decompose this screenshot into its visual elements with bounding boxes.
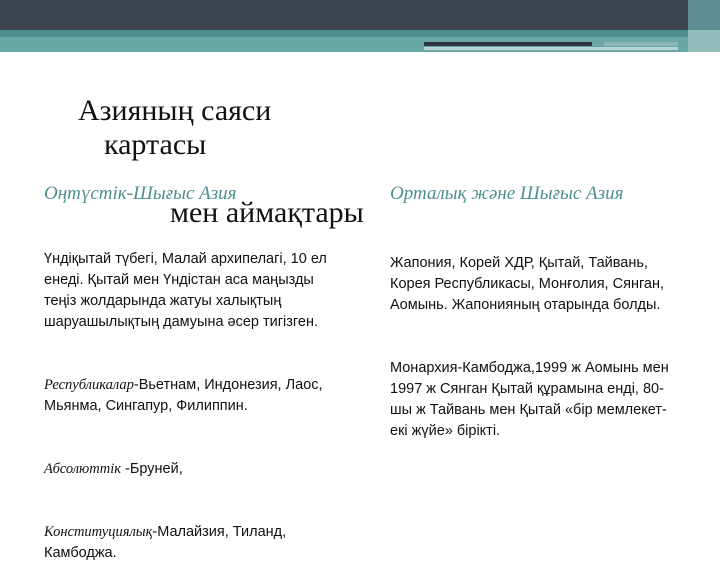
term-republics: Республикалар bbox=[44, 377, 134, 393]
column-central-east-asia bbox=[390, 182, 680, 442]
header-corner-square-dark bbox=[688, 0, 720, 30]
header-band-teal-dark bbox=[0, 30, 720, 37]
header-rule-fade bbox=[424, 47, 678, 50]
paragraph-central-1: Жапония, Корей ХДР, Қытай, Тайвань, Корея Республикасы, Монғолия, Сянган, Аомынь. Жапонияның отарында болды. bbox=[390, 255, 665, 313]
term-constitutional-text: -Малайзия, Тиланд, Камбоджа. bbox=[44, 524, 287, 561]
term-constitutional: Конституциялық bbox=[44, 524, 153, 540]
slide-title-line-1: Азияның саяси bbox=[78, 94, 272, 127]
column-heading-central-east-asia: Орталық және Шығыс Азия bbox=[390, 183, 624, 204]
column-southeast-asia bbox=[44, 182, 344, 564]
header-rule-dark bbox=[424, 42, 592, 46]
header-corner-square-light bbox=[688, 30, 720, 52]
column-body-southeast-asia bbox=[44, 228, 344, 564]
header-band bbox=[0, 0, 720, 30]
paragraph-southeast-1: Үндіқытай түбегі, Малай архипелагі, 10 ел енеді. Қытай мен Үндістан аса маңызды теңіз жолдарында жатуы халықтың шаруашылықтың дамуына әсер тигізген. bbox=[44, 251, 327, 330]
term-absolute: Абсолюттік bbox=[44, 461, 122, 477]
column-body-central-east-asia bbox=[390, 232, 680, 442]
term-republics-text: -Вьетнам, Индонезия, Лаос, Мьянма, Сингапур, Филиппин. bbox=[44, 377, 323, 414]
slide-title-line-3: мен аймақтары bbox=[170, 196, 364, 229]
paragraph-central-2: Монархия-Камбоджа,1999 ж Аомынь мен 1997 ж Сянган Қытай құрамына енді, 80-шы ж Тайвань мен Қытай «бір мемлекет-екі жүйе» бірікті. bbox=[390, 360, 669, 439]
term-absolute-text: -Бруней, bbox=[121, 461, 183, 477]
header-rule-light bbox=[604, 42, 678, 46]
slide-title-line-2: картасы bbox=[104, 128, 207, 161]
column-heading-southeast-asia: Оңтүстік-Шығыс Азия bbox=[44, 183, 237, 204]
